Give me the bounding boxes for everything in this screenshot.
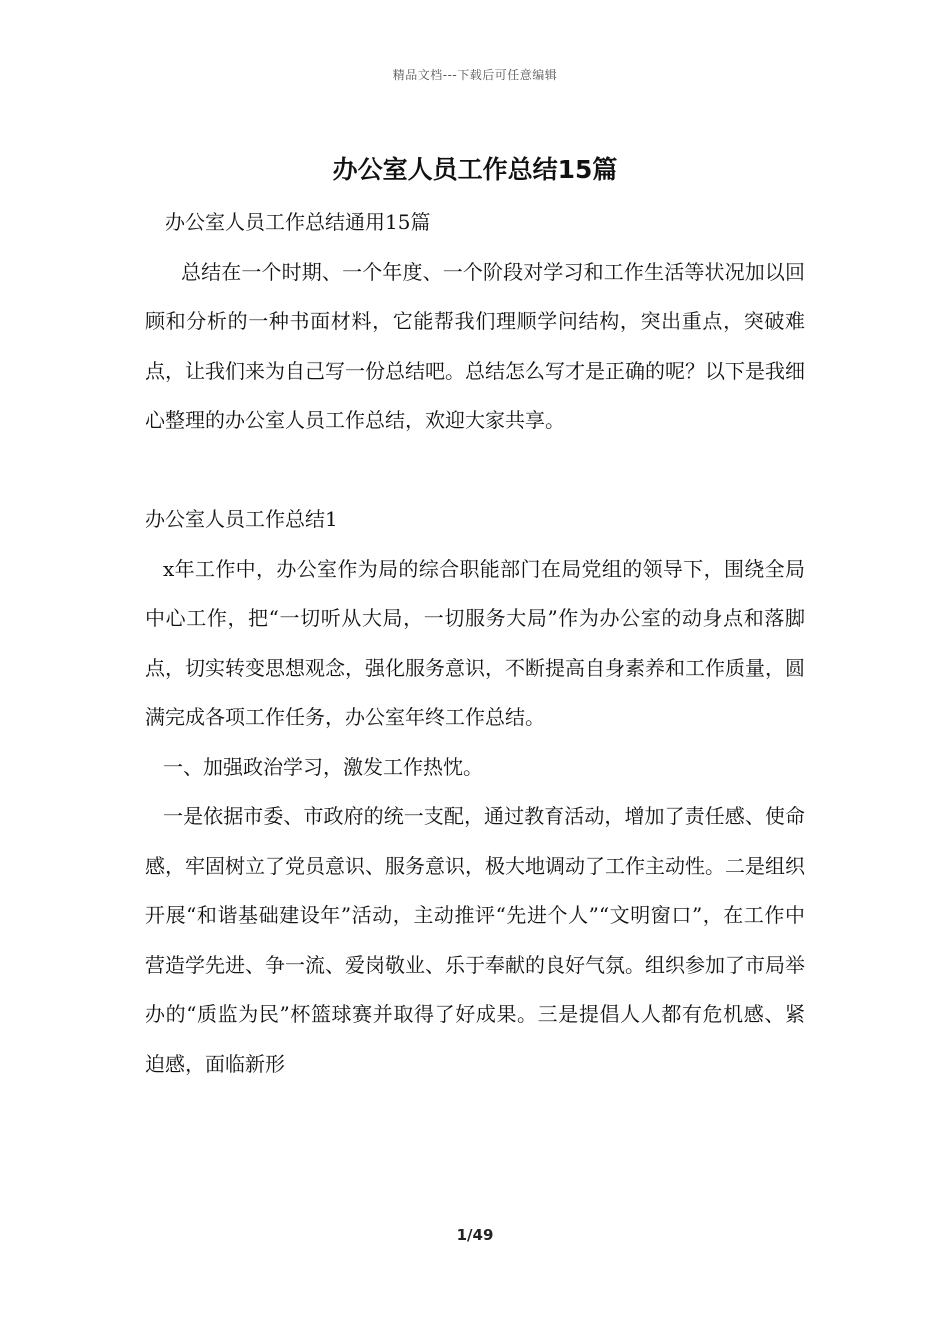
section-item-heading: 一、加强政治学习，激发工作热忱。 bbox=[163, 754, 483, 779]
page-separator: / bbox=[467, 1226, 473, 1244]
document-body bbox=[145, 198, 805, 1089]
page-current: 1 bbox=[456, 1226, 468, 1244]
page-header-note: 精品文档---下载后可任意编辑 bbox=[392, 68, 558, 82]
blank-line bbox=[145, 446, 805, 496]
document-subtitle: 办公室人员工作总结通用15篇 bbox=[165, 210, 431, 234]
section-paragraph: 一是依据市委、市政府的统一支配，通过教育活动，增加了责任感、使命感，牢固树立了党员意识、服务意识，极大地调动了工作主动性。二是组织开展“和谐基础建设年”活动，主动推评“先进个人”“文明窗口”，在工作中营造学先进、争一流、爱岗敬业、乐于奉献的良好气氛。组织参加了市局举办的“质监为民”杯篮球赛并取得了好成果。三是提倡人人都有危机感、紧迫感，面临新形 bbox=[145, 804, 805, 1076]
document-title: 办公室人员工作总结15篇 bbox=[332, 155, 618, 184]
page-number bbox=[0, 1226, 950, 1244]
section-heading: 办公室人员工作总结1 bbox=[145, 507, 338, 531]
intro-paragraph: 总结在一个时期、一个年度、一个阶段对学习和工作生活等状况加以回顾和分析的一种书面材料，它能帮我们理顺学问结构，突出重点，突破难点，让我们来为自己写一份总结吧。总结怎么写才是正确的呢？以下是我细心整理的办公室人员工作总结，欢迎大家共享。 bbox=[145, 259, 805, 432]
section-paragraph: x年工作中，办公室作为局的综合职能部门在局党组的领导下，围绕全局中心工作，把“一切听从大局，一切服务大局”作为办公室的动身点和落脚点，切实转变思想观念，强化服务意识，不断提高自身素养和工作质量，圆满完成各项工作任务，办公室年终工作总结。 bbox=[145, 556, 805, 729]
page-total: 49 bbox=[472, 1226, 494, 1244]
